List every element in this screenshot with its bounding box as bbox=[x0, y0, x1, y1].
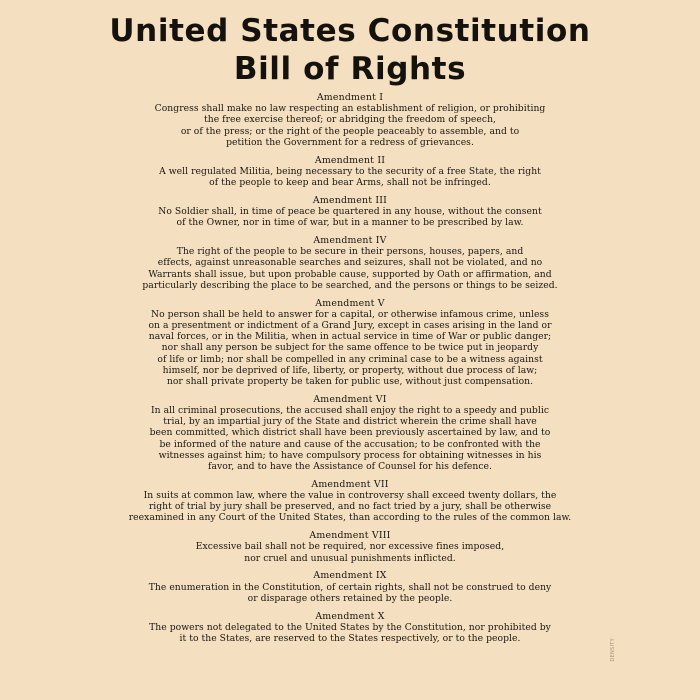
amendment-heading: Amendment IV bbox=[313, 235, 387, 247]
amendment-heading: Amendment X bbox=[315, 610, 385, 622]
amendment-text-line: Congress shall make no law respecting an establishment of religion, or prohibiting bbox=[154, 103, 546, 115]
amendment-text-line: or disparage others retained by the people. bbox=[247, 592, 453, 604]
amendment-text-line: or of the press; or the right of the people peaceably to assemble, and to bbox=[180, 125, 520, 137]
amendment-text-line: it to the States, are reserved to the States respectively, or to the people. bbox=[179, 633, 521, 645]
amendment-text-line: trial, by an impartial jury of the State and district wherein the crime shall have bbox=[163, 416, 537, 428]
amendment-heading: Amendment III bbox=[312, 194, 388, 206]
amendment-text-line: The right of the people to be secure in their persons, houses, papers, and bbox=[176, 246, 524, 258]
amendment-text-line: A well regulated Militia, being necessary to the security of a free State, the right bbox=[159, 165, 541, 177]
amendment-block bbox=[0, 92, 700, 148]
amendment-block bbox=[0, 298, 700, 388]
amendment-text-line: No person shall be held to answer for a capital, or otherwise infamous crime, unless bbox=[151, 308, 549, 320]
amendment-text-line: of life or limb; nor shall be compelled in any criminal case to be a witness against bbox=[157, 353, 543, 365]
amendment-text-line: the free exercise thereof; or abridging the freedom of speech, bbox=[203, 114, 497, 126]
amendment-block bbox=[0, 195, 700, 229]
amendment-heading: Amendment V bbox=[315, 297, 385, 309]
amendment-heading: Amendment VII bbox=[311, 478, 389, 490]
amendment-block bbox=[0, 479, 700, 524]
amendment-heading: Amendment I bbox=[316, 92, 384, 103]
amendment-text-line: of the Owner, nor in time of war, but in a manner to be prescribed by law. bbox=[176, 217, 524, 229]
amendment-text-line: particularly describing the place to be searched, and the persons or things to be seized. bbox=[142, 279, 558, 291]
amendment-heading: Amendment VI bbox=[313, 393, 387, 405]
amendment-heading: Amendment IX bbox=[313, 570, 387, 582]
amendment-block bbox=[0, 611, 700, 645]
amendment-text-line: In all criminal prosecutions, the accused shall enjoy the right to a speedy and public bbox=[150, 405, 550, 417]
amendment-text-line: of the people to keep and bear Arms, shall not be infringed. bbox=[209, 177, 491, 189]
amendment-text-line: witnesses against him; to have compulsory process for obtaining witnesses in his bbox=[158, 449, 542, 461]
amendment-text-line: No Soldier shall, in time of peace be quartered in any house, without the consent bbox=[158, 206, 542, 218]
amendment-text-line: himself, nor be deprived of life, liberty, or property, without due process of law; bbox=[162, 364, 538, 376]
amendment-text-line: favor, and to have the Assistance of Counsel for his defence. bbox=[208, 461, 492, 473]
amendment-heading: Amendment II bbox=[314, 154, 386, 166]
amendment-block bbox=[0, 235, 700, 291]
amendment-text-line: In suits at common law, where the value in controversy shall exceed twenty dollars, the bbox=[143, 490, 557, 502]
amendment-text-line: Excessive bail shall not be required, nor excessive fines imposed, bbox=[195, 541, 505, 553]
amendments-list bbox=[0, 92, 700, 644]
amendment-block bbox=[0, 570, 700, 604]
amendment-block bbox=[0, 530, 700, 564]
amendment-text-line: reexamined in any Court of the United States, than according to the rules of the common law. bbox=[128, 512, 572, 524]
amendment-text-line: nor cruel and unusual punishments inflicted. bbox=[244, 552, 456, 564]
amendment-text-line: on a presentment or indictment of a Grand Jury, except in cases arising in the land or bbox=[148, 320, 552, 332]
amendment-text-line: nor shall private property be taken for public use, without just compensation. bbox=[166, 376, 534, 388]
amendment-text-line: Warrants shall issue, but upon probable cause, supported by Oath or affirmation, and bbox=[148, 268, 552, 280]
amendment-text-line: The enumeration in the Constitution, of certain rights, shall not be construed to deny bbox=[148, 581, 552, 593]
page-title: United States Constitution bbox=[109, 13, 591, 49]
amendment-block bbox=[0, 394, 700, 472]
amendment-text-line: right of trial by jury shall be preserved, and no fact tried by a jury, shall be otherwise bbox=[148, 501, 552, 513]
watermark-text: DENSITY bbox=[610, 638, 616, 662]
amendment-text-line: been committed, which district shall have been previously ascertained by law, and to bbox=[149, 427, 551, 439]
amendment-text-line: effects, against unreasonable searches and seizures, shall not be violated, and no bbox=[157, 257, 543, 269]
amendment-block bbox=[0, 155, 700, 189]
amendment-text-line: be informed of the nature and cause of the accusation; to be confronted with the bbox=[159, 438, 541, 450]
amendment-heading: Amendment VIII bbox=[309, 530, 391, 542]
amendment-text-line: naval forces, or in the Militia, when in actual service in time of War or public danger; bbox=[148, 331, 552, 343]
page-subtitle: Bill of Rights bbox=[233, 51, 467, 87]
amendment-text-line: The powers not delegated to the United States by the Constitution, nor prohibited by bbox=[149, 621, 551, 633]
amendment-text-line: petition the Government for a redress of grievances. bbox=[226, 136, 474, 148]
amendment-text-line: nor shall any person be subject for the same offence to be twice put in jeopardy bbox=[161, 342, 539, 354]
